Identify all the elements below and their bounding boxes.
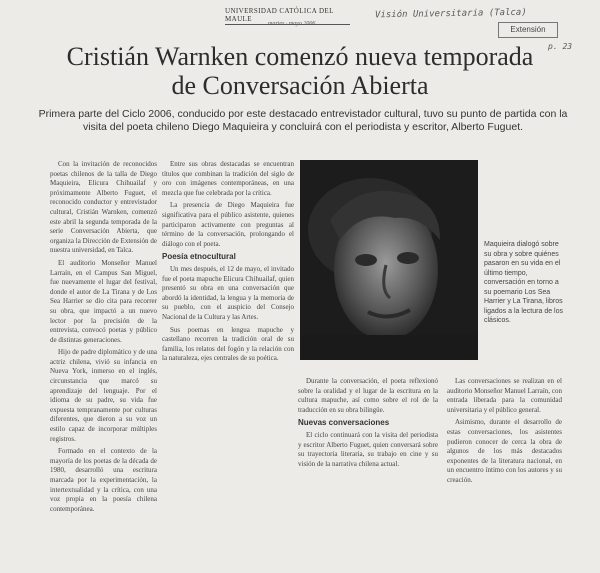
paragraph: El auditorio Monseñor Manuel Larraín, en el Campus San Miguel, fue nuevamente el lugar del festival, donde el autor de La Tirana y de Los Sea Harrier se dio cita para recorrer su obra, que impactó a un nuevo lector por la precisión de la entrevista, convocó poetas y público de distintas generaciones. bbox=[50, 258, 157, 344]
publication-name: UNIVERSIDAD CATÓLICA DEL MAULE bbox=[225, 7, 350, 25]
paragraph: Asimismo, durante el desarrollo de estas conversaciones, los asistentes pudieron conocer de cerca la obra de algunos de los más destacados exponentes de la literatura nacional, en un encuentro íntimo con los autores y su creación. bbox=[447, 418, 562, 484]
paragraph: Hijo de padre diplomático y de una actriz chilena, vivió su infancia en Nueva York, inmerso en el inglés, circunstancia que marcó su aprendizaje del lenguaje. Por el idioma de su padre, su vida fue expuesta tempranamente por culturas diferentes, que dieron a su voz un estilo capaz de incorporar múltiples registros. bbox=[50, 348, 157, 443]
article-column-3 bbox=[298, 377, 438, 567]
portrait-illustration bbox=[300, 160, 478, 360]
department-stamp: Extensión bbox=[498, 22, 558, 38]
handwritten-page-note: p. 23 bbox=[548, 42, 573, 51]
article-column-1 bbox=[50, 160, 157, 560]
paragraph: Un mes después, el 12 de mayo, el invitado fue el poeta mapuche Elicura Chihuailaf, quien presentó su obra en una conversación que abordó la identidad, la lengua y la memoria de su pueblo, con el auspicio del Consejo Nacional de la Cultura y las Artes. bbox=[162, 264, 294, 321]
article-lead: Primera parte del Ciclo 2006, conducido por este destacado entrevistador cultural, tuvo su punto de partida con la visita del poeta chileno Diego Maquieira y concluirá con el periodista y escritor, Alberto Fuguet. bbox=[38, 108, 568, 133]
author-portrait-photo bbox=[300, 160, 478, 360]
photo-caption: Maquieira dialogó sobre su obra y sobre quiénes pasaron en su vida en el último tiempo, conversación en torno a su poemario Los Sea Harrier y La Tirana, libros ligados a la lectura de los clásicos. bbox=[484, 241, 563, 324]
paragraph: Las conversaciones se realizan en el auditorio Monseñor Manuel Larraín, con entrada liberada para la comunidad universitaria y el público general. bbox=[447, 377, 562, 414]
section-subhead: Nuevas conversaciones bbox=[298, 418, 390, 428]
paragraph: Formado en el contexto de la mayoría de los poetas de la década de 1980, desarrolló una escritura marcada por la experimentación, la intertextualidad y la crítica, con una voz propia en la poesía chilena contemporánea. bbox=[50, 447, 157, 513]
paragraph: Con la invitación de reconocidos poetas chilenos de la talla de Diego Maquieira, Elicura Chihuailaf y próximamente Alberto Fuguet, el reconocido conductor y entrevistador cultural, Cristián Warnken, comenzó este abril la segunda temporada de la serie Conversación Abierta, que organiza la Dirección de Extensión de nuestra universidad, en Talca. bbox=[50, 160, 157, 255]
paragraph: La presencia de Diego Maquieira fue significativa para el público asistente, quienes participaron activamente con preguntas al término de la conversación, prolongando el diálogo con el poeta. bbox=[162, 201, 294, 248]
paragraph: Sus poemas en lengua mapuche y castellano recorren la tradición oral de su familia, los relatos del fogón y la relación con la naturaleza, ejes centrales de su poética. bbox=[162, 325, 294, 363]
paragraph: El ciclo continuará con la visita del periodista y escritor Alberto Fuguet, quien conversará sobre su trayectoria literaria, su trabajo en cine y su visión de la narrativa chilena actual. bbox=[298, 430, 438, 468]
section-subhead: Poesía etnocultural bbox=[162, 252, 236, 262]
article-column-4 bbox=[447, 377, 562, 567]
paragraph: Durante la conversación, el poeta reflexionó sobre la oralidad y el lugar de la escritura en la cultura mapuche, así como sobre el rol de la traducción en su obra bilingüe. bbox=[298, 377, 438, 414]
article-headline: Cristián Warnken comenzó nueva temporada de Conversación Abierta bbox=[66, 42, 534, 100]
publication-date: martes · mayo 2006 bbox=[268, 21, 316, 27]
handwritten-source-note: Visión Universitaria (Talca) bbox=[374, 7, 527, 21]
article-column-2 bbox=[162, 160, 294, 560]
paragraph: Entre sus obras destacadas se encuentran títulos que combinan la tradición del siglo de oro con imágenes contemporáneas, en una mezcla que fue celebrada por la crítica. bbox=[162, 160, 294, 197]
